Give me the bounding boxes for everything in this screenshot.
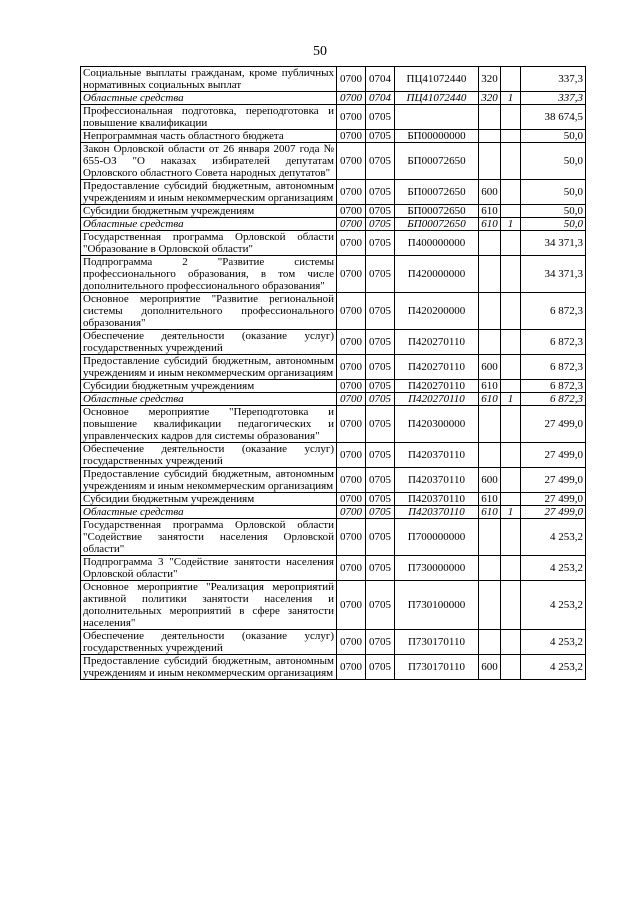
amount: 4 253,2 (521, 655, 586, 680)
source-code (501, 468, 521, 493)
section-code: 0700 (337, 393, 366, 406)
source-code (501, 443, 521, 468)
table-row (81, 406, 586, 443)
amount: 6 872,3 (521, 380, 586, 393)
target-article-code: П420270110 (395, 393, 479, 406)
source-code (501, 519, 521, 556)
section-code: 0700 (337, 293, 366, 330)
row-name: Подпрограмма 3 "Содействие занятости населения Орловской области" (81, 556, 337, 581)
table-row (81, 630, 586, 655)
expense-type-code: 610 (479, 393, 501, 406)
amount: 4 253,2 (521, 519, 586, 556)
section-code: 0700 (337, 205, 366, 218)
table-row (81, 556, 586, 581)
row-name: Обеспечение деятельности (оказание услуг) государственных учреждений (81, 330, 337, 355)
expense-type-code (479, 293, 501, 330)
source-code (501, 330, 521, 355)
subsection-code: 0705 (366, 393, 395, 406)
source-code (501, 355, 521, 380)
source-code (501, 630, 521, 655)
table-row (81, 67, 586, 92)
target-article-code: П420270110 (395, 355, 479, 380)
budget-table-body (81, 67, 586, 680)
expense-type-code (479, 406, 501, 443)
amount: 4 253,2 (521, 581, 586, 630)
subsection-code: 0705 (366, 519, 395, 556)
section-code: 0700 (337, 130, 366, 143)
amount: 50,0 (521, 218, 586, 231)
expense-type-code: 610 (479, 380, 501, 393)
row-name: Непрограммная часть областного бюджета (81, 130, 337, 143)
row-name: Обеспечение деятельности (оказание услуг) государственных учреждений (81, 443, 337, 468)
source-code (501, 205, 521, 218)
section-code: 0700 (337, 218, 366, 231)
amount: 27 499,0 (521, 493, 586, 506)
amount: 27 499,0 (521, 443, 586, 468)
expense-type-code (479, 256, 501, 293)
section-code: 0700 (337, 231, 366, 256)
row-name: Профессиональная подготовка, переподготовка и повышение квалификации (81, 105, 337, 130)
target-article-code: ПЦ41072440 (395, 67, 479, 92)
expense-type-code: 600 (479, 180, 501, 205)
subsection-code: 0705 (366, 406, 395, 443)
source-code (501, 493, 521, 506)
row-name: Государственная программа Орловской области "Содействие занятости населения Орловской области" (81, 519, 337, 556)
row-name: Закон Орловской области от 26 января 2007 года № 655-ОЗ "О наказах избирателей депутатам Орловского областного Совета народных депутатов" (81, 143, 337, 180)
section-code: 0700 (337, 92, 366, 105)
table-row (81, 143, 586, 180)
target-article-code: П730170110 (395, 630, 479, 655)
table-row (81, 655, 586, 680)
source-code (501, 406, 521, 443)
section-code: 0700 (337, 105, 366, 130)
amount: 6 872,3 (521, 393, 586, 406)
target-article-code (395, 105, 479, 130)
table-row (81, 180, 586, 205)
table-row (81, 519, 586, 556)
table-row (81, 92, 586, 105)
section-code: 0700 (337, 380, 366, 393)
table-row (81, 468, 586, 493)
amount: 6 872,3 (521, 293, 586, 330)
amount: 50,0 (521, 180, 586, 205)
table-row (81, 355, 586, 380)
row-name: Основное мероприятие "Развитие региональной системы дополнительного профессионального образования" (81, 293, 337, 330)
budget-table (80, 66, 586, 680)
subsection-code: 0705 (366, 355, 395, 380)
subsection-code: 0705 (366, 105, 395, 130)
target-article-code: БП00072650 (395, 143, 479, 180)
section-code: 0700 (337, 443, 366, 468)
section-code: 0700 (337, 143, 366, 180)
target-article-code: П420370110 (395, 506, 479, 519)
expense-type-code: 610 (479, 218, 501, 231)
expense-type-code (479, 519, 501, 556)
expense-type-code: 610 (479, 493, 501, 506)
target-article-code: БП00072650 (395, 218, 479, 231)
source-code (501, 581, 521, 630)
subsection-code: 0704 (366, 67, 395, 92)
source-code (501, 67, 521, 92)
source-code (501, 105, 521, 130)
table-row (81, 443, 586, 468)
table-row (81, 293, 586, 330)
row-name: Предоставление субсидий бюджетным, автономным учреждениям и иным некоммерческим организациям (81, 655, 337, 680)
section-code: 0700 (337, 406, 366, 443)
subsection-code: 0705 (366, 630, 395, 655)
amount: 6 872,3 (521, 355, 586, 380)
row-name: Обеспечение деятельности (оказание услуг) государственных учреждений (81, 630, 337, 655)
expense-type-code (479, 330, 501, 355)
table-row (81, 256, 586, 293)
source-code: 1 (501, 218, 521, 231)
subsection-code: 0705 (366, 380, 395, 393)
row-name: Областные средства (81, 92, 337, 105)
amount: 50,0 (521, 143, 586, 180)
row-name: Субсидии бюджетным учреждениям (81, 380, 337, 393)
row-name: Предоставление субсидий бюджетным, автономным учреждениям и иным некоммерческим организациям (81, 355, 337, 380)
amount: 337,3 (521, 67, 586, 92)
section-code: 0700 (337, 355, 366, 380)
expense-type-code: 320 (479, 67, 501, 92)
section-code: 0700 (337, 67, 366, 92)
subsection-code: 0705 (366, 506, 395, 519)
source-code (501, 380, 521, 393)
section-code: 0700 (337, 330, 366, 355)
row-name: Субсидии бюджетным учреждениям (81, 205, 337, 218)
subsection-code: 0705 (366, 256, 395, 293)
subsection-code: 0705 (366, 655, 395, 680)
table-row (81, 380, 586, 393)
subsection-code: 0705 (366, 180, 395, 205)
row-name: Областные средства (81, 218, 337, 231)
table-row (81, 130, 586, 143)
subsection-code: 0705 (366, 468, 395, 493)
target-article-code: ПЦ41072440 (395, 92, 479, 105)
source-code (501, 655, 521, 680)
expense-type-code (479, 443, 501, 468)
section-code: 0700 (337, 655, 366, 680)
target-article-code: П420270110 (395, 330, 479, 355)
source-code (501, 231, 521, 256)
target-article-code: П420370110 (395, 468, 479, 493)
target-article-code: П420200000 (395, 293, 479, 330)
target-article-code: П400000000 (395, 231, 479, 256)
source-code: 1 (501, 506, 521, 519)
subsection-code: 0705 (366, 143, 395, 180)
expense-type-code: 600 (479, 655, 501, 680)
target-article-code: П420270110 (395, 380, 479, 393)
subsection-code: 0705 (366, 581, 395, 630)
section-code: 0700 (337, 468, 366, 493)
row-name: Основное мероприятие "Переподготовка и повышение квалификации педагогических и управленческих кадров для системы образования" (81, 406, 337, 443)
source-code (501, 143, 521, 180)
expense-type-code: 600 (479, 355, 501, 380)
target-article-code: П700000000 (395, 519, 479, 556)
row-name: Подпрограмма 2 "Развитие системы профессионального образования, в том числе дополнительного профессионального образования" (81, 256, 337, 293)
table-row (81, 393, 586, 406)
section-code: 0700 (337, 493, 366, 506)
source-code (501, 256, 521, 293)
section-code: 0700 (337, 630, 366, 655)
source-code (501, 293, 521, 330)
subsection-code: 0705 (366, 130, 395, 143)
subsection-code: 0705 (366, 205, 395, 218)
amount: 38 674,5 (521, 105, 586, 130)
expense-type-code: 320 (479, 92, 501, 105)
target-article-code: П420000000 (395, 256, 479, 293)
expense-type-code (479, 105, 501, 130)
section-code: 0700 (337, 519, 366, 556)
target-article-code: П730100000 (395, 581, 479, 630)
target-article-code: П730000000 (395, 556, 479, 581)
amount: 337,3 (521, 92, 586, 105)
amount: 34 371,3 (521, 231, 586, 256)
amount: 4 253,2 (521, 556, 586, 581)
row-name: Субсидии бюджетным учреждениям (81, 493, 337, 506)
subsection-code: 0705 (366, 330, 395, 355)
expense-type-code (479, 143, 501, 180)
row-name: Областные средства (81, 393, 337, 406)
table-row (81, 506, 586, 519)
subsection-code: 0705 (366, 443, 395, 468)
section-code: 0700 (337, 180, 366, 205)
expense-type-code (479, 231, 501, 256)
amount: 50,0 (521, 205, 586, 218)
table-row (81, 218, 586, 231)
amount: 50,0 (521, 130, 586, 143)
source-code: 1 (501, 393, 521, 406)
subsection-code: 0705 (366, 293, 395, 330)
expense-type-code (479, 556, 501, 581)
expense-type-code (479, 130, 501, 143)
table-row (81, 493, 586, 506)
subsection-code: 0705 (366, 556, 395, 581)
amount: 6 872,3 (521, 330, 586, 355)
row-name: Предоставление субсидий бюджетным, автономным учреждениям и иным некоммерческим организациям (81, 180, 337, 205)
target-article-code: П420370110 (395, 493, 479, 506)
source-code: 1 (501, 92, 521, 105)
row-name: Государственная программа Орловской области "Образование в Орловской области" (81, 231, 337, 256)
section-code: 0700 (337, 556, 366, 581)
row-name: Социальные выплаты гражданам, кроме публичных нормативных социальных выплат (81, 67, 337, 92)
source-code (501, 556, 521, 581)
table-row (81, 205, 586, 218)
expense-type-code: 600 (479, 468, 501, 493)
table-row (81, 105, 586, 130)
expense-type-code (479, 630, 501, 655)
amount: 27 499,0 (521, 506, 586, 519)
target-article-code: П420300000 (395, 406, 479, 443)
source-code (501, 130, 521, 143)
amount: 27 499,0 (521, 468, 586, 493)
section-code: 0700 (337, 256, 366, 293)
target-article-code: БП00072650 (395, 180, 479, 205)
expense-type-code: 610 (479, 205, 501, 218)
target-article-code: П730170110 (395, 655, 479, 680)
source-code (501, 180, 521, 205)
row-name: Областные средства (81, 506, 337, 519)
subsection-code: 0705 (366, 218, 395, 231)
target-article-code: БП00072650 (395, 205, 479, 218)
amount: 34 371,3 (521, 256, 586, 293)
target-article-code: БП00000000 (395, 130, 479, 143)
expense-type-code: 610 (479, 506, 501, 519)
section-code: 0700 (337, 506, 366, 519)
target-article-code: П420370110 (395, 443, 479, 468)
table-row (81, 330, 586, 355)
amount: 27 499,0 (521, 406, 586, 443)
subsection-code: 0705 (366, 231, 395, 256)
section-code: 0700 (337, 581, 366, 630)
expense-type-code (479, 581, 501, 630)
table-row (81, 231, 586, 256)
amount: 4 253,2 (521, 630, 586, 655)
row-name: Предоставление субсидий бюджетным, автономным учреждениям и иным некоммерческим организациям (81, 468, 337, 493)
subsection-code: 0705 (366, 493, 395, 506)
table-row (81, 581, 586, 630)
row-name: Основное мероприятие "Реализация мероприятий активной политики занятости населения и дополнительных мероприятий в сфере занятости населения" (81, 581, 337, 630)
page-number: 50 (313, 44, 327, 59)
subsection-code: 0704 (366, 92, 395, 105)
